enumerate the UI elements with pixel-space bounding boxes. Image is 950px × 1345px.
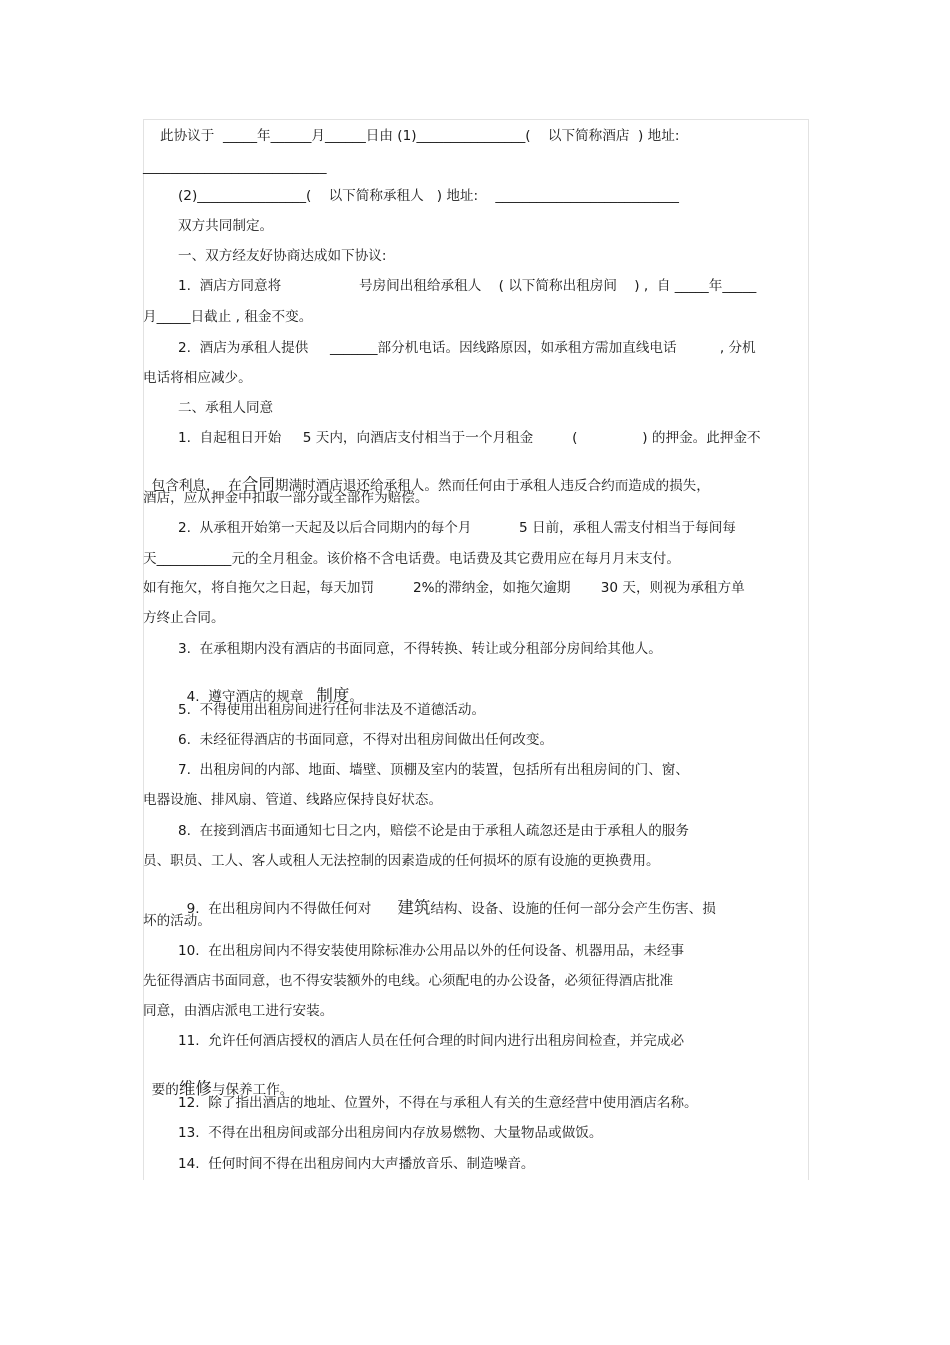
line-27: 坏的活动。 [143, 913, 211, 929]
line-24: 8. 在接到酒店书面通知七日之内，赔偿不论是由于承租人疏忽还是由于承租人的服务 [178, 823, 689, 839]
line-12-a: 包含利息， 在 [151, 478, 242, 494]
line-17: 方终止合同。 [143, 610, 225, 626]
line-19-emphasis: 制度 [316, 686, 350, 705]
line-18: 3. 在承租期内没有酒店的书面同意，不得转换、转让或分租部分房间给其他人。 [178, 641, 662, 657]
line-5: 一、双方经友好协商达成如下协议: [178, 248, 387, 264]
line-23: 电器设施、排风扇、管道、线路应保持良好状态。 [143, 792, 443, 808]
line-19-a: 4. 遵守酒店的规章 [186, 689, 317, 705]
line-29: 先征得酒店书面同意，也不得安装额外的电线。心须配电的办公设备，必须征得酒店批准 [143, 973, 674, 989]
line-12-b: 期满时酒店退还给承租人。然而任何由于承租人违反合约而造成的损失， [274, 478, 710, 494]
line-35: 14. 任何时间不得在出租房间内大声播放音乐、制造噪音。 [178, 1156, 535, 1172]
line-2: ___________________________ [143, 159, 327, 175]
line-8: 2. 酒店为承租人提供 _______部分机电话。因线路原因，如承租方需加直线电话 , 分机 [178, 340, 756, 356]
line-7: 月_____日截止 , 租金不变。 [143, 309, 313, 325]
line-14: 2. 从承租开始第一天起及以后合同期内的每个月 5 日前，承租人需支付相当于每间每 [178, 520, 736, 536]
line-32-a: 要的 [151, 1082, 179, 1098]
line-3: (2)________________( 以下简称承租人 ) 地址: ___________________________ [178, 188, 679, 204]
line-15: 天___________元的全月租金。该价格不含电话费。电话费及其它费用应在每月月末支付。 [143, 551, 680, 567]
line-1: 此协议于 _____年______月______日由 (1)________________( 以下简称酒店 ) 地址: [160, 128, 680, 144]
line-21: 6. 未经征得酒店的书面同意，不得对出租房间做出任何改变。 [178, 732, 554, 748]
line-33: 12. 除了指出酒店的地址、位置外，不得在与承租人有关的生意经营中使用酒店名称。 [178, 1095, 698, 1111]
line-10: 二、承租人同意 [178, 400, 274, 416]
line-4: 双方共同制定。 [178, 218, 274, 234]
line-11: 1. 自起租日开始 5 天内，向酒店支付相当于一个月租金 ( ) 的押金。此押金不 [178, 430, 761, 446]
line-26-emphasis: 建筑 [397, 898, 431, 917]
line-26-a: 9. 在出租房间内不得做任何对 [186, 901, 398, 917]
line-13: 酒店，应从押金中扣取一部分或全部作为赔偿。 [143, 490, 429, 506]
line-25: 员、职员、工人、客人或租人无法控制的因素造成的任何损坏的原有设施的更换费用。 [143, 853, 660, 869]
line-32-emphasis: 维修 [178, 1079, 212, 1098]
line-30: 同意，由酒店派电工进行安装。 [143, 1003, 334, 1019]
line-26 [178, 881, 716, 918]
line-26-b: 结构、设备、设施的任何一部分会产生伤害、损 [430, 901, 716, 917]
line-28: 10. 在出租房间内不得安装使用除标准办公用品以外的任何设备、机器用品，未经事 [178, 943, 685, 959]
line-6: 1. 酒店方同意将 号房间出租给承租人 ( 以下简称出租房间 ) , 自 _____年_____ [178, 278, 757, 294]
line-16: 如有拖欠，将自拖欠之日起，每天加罚 2%的滞纳金，如拖欠逾期 30 天，则视为承租方单 [143, 580, 745, 596]
line-9: 电话将相应减少。 [143, 370, 252, 386]
line-32-b: 与保养工作。 [211, 1082, 294, 1098]
line-20: 5. 不得使用出租房间进行任何非法及不道德活动。 [178, 702, 486, 718]
line-22: 7. 出租房间的内部、地面、墙壁、顶棚及室内的装置，包括所有出租房间的门、窗、 [178, 762, 689, 778]
line-34: 13. 不得在出租房间或部分出租房间内存放易燃物、大量物品或做饭。 [178, 1125, 603, 1141]
line-31: 11. 允许任何酒店授权的酒店人员在任何合理的时间内进行出租房间检查，并完成必 [178, 1033, 685, 1049]
line-19-b: 。 [349, 689, 363, 705]
line-12-emphasis: 合同 [241, 475, 275, 494]
